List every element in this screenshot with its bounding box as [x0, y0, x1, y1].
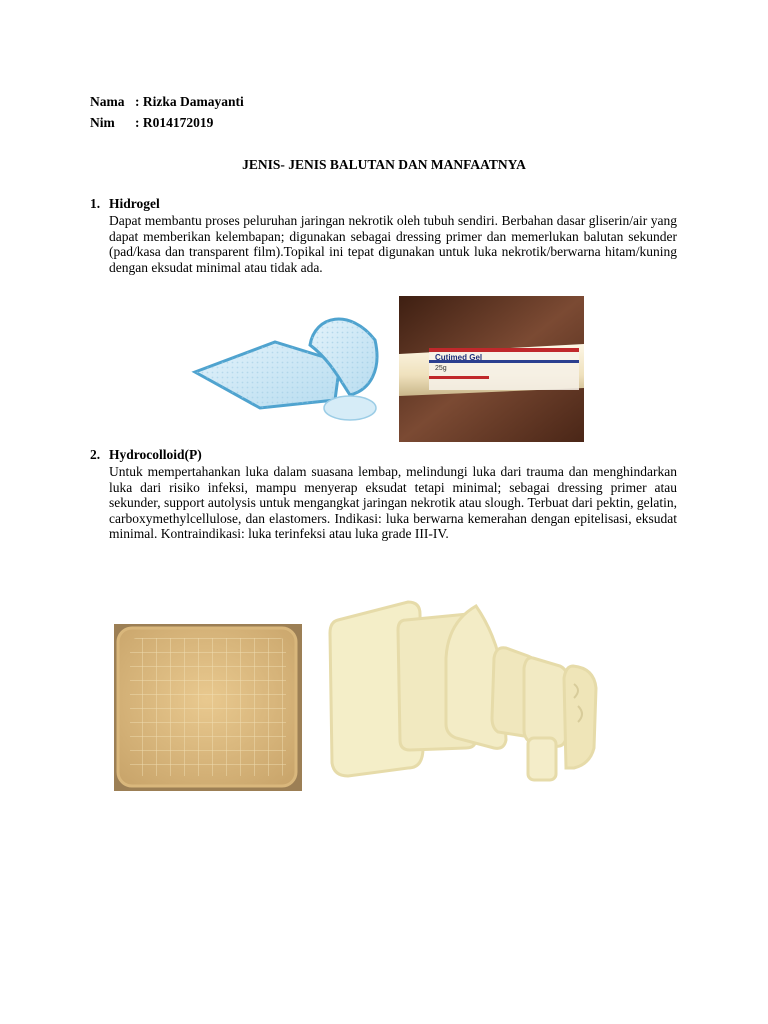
section-2-title: Hydrocolloid(P) [109, 447, 202, 462]
hydrogel-sheet-image [190, 300, 390, 440]
nim-row [90, 114, 213, 131]
name-row [90, 93, 244, 110]
section-2-body: Untuk mempertahankan luka dalam suasana lembap, melindungi luka dari trauma dan menghindarkan luka dari risiko infeksi, mampu menyerap eksudat tetapi minimal; sebagai dressing primer atau sekunder, support autolysis untuk mengangkat jaringan nekrotik atau slough. Terbuat dari pektin, gelatin, carboxymethylcellulose, dan elastomers. Indikasi: luka berwarna kemerahan dengan epitelisasi, eksudat minimal. Kontraindikasi: luka terinfeksi atau luka grade III-IV. [109, 464, 677, 541]
nim-value: R014172019 [142, 115, 214, 130]
section-2-heading [90, 446, 202, 463]
document-title: JENIS- JENIS BALUTAN DAN MANFAATNYA [242, 157, 526, 172]
section-1-title: Hidrogel [109, 196, 160, 211]
section-1-number: 1. [90, 196, 101, 211]
name-separator: : [135, 94, 140, 109]
section-1-heading [90, 195, 160, 212]
name-label: Nama [90, 94, 125, 109]
section-1-body: Dapat membantu proses peluruhan jaringan nekrotik oleh tubuh sendiri. Berbahan dasar gliserin/air yang dapat memberikan kelembapan; digunakan sebagai dressing primer dan memerlukan balutan sekunder (pad/kasa dan transparent film).Topikal ini tepat digunakan untuk luka nekrotik/berwarna hitam/kuning dengan eksudat minimal atau tidak ada. [109, 213, 677, 275]
tube-weight-label: 25g [435, 365, 447, 372]
hydrocolloid-shapes-image [328, 598, 600, 794]
name-value: Rizka Damayanti [142, 94, 244, 109]
nim-separator: : [135, 115, 140, 130]
tube-brand-label: Cutimed Gel [435, 353, 483, 362]
gel-tube-image [399, 296, 584, 442]
section-2-number: 2. [90, 447, 101, 462]
nim-label: Nim [90, 115, 115, 130]
hydrocolloid-square-image [114, 624, 302, 791]
